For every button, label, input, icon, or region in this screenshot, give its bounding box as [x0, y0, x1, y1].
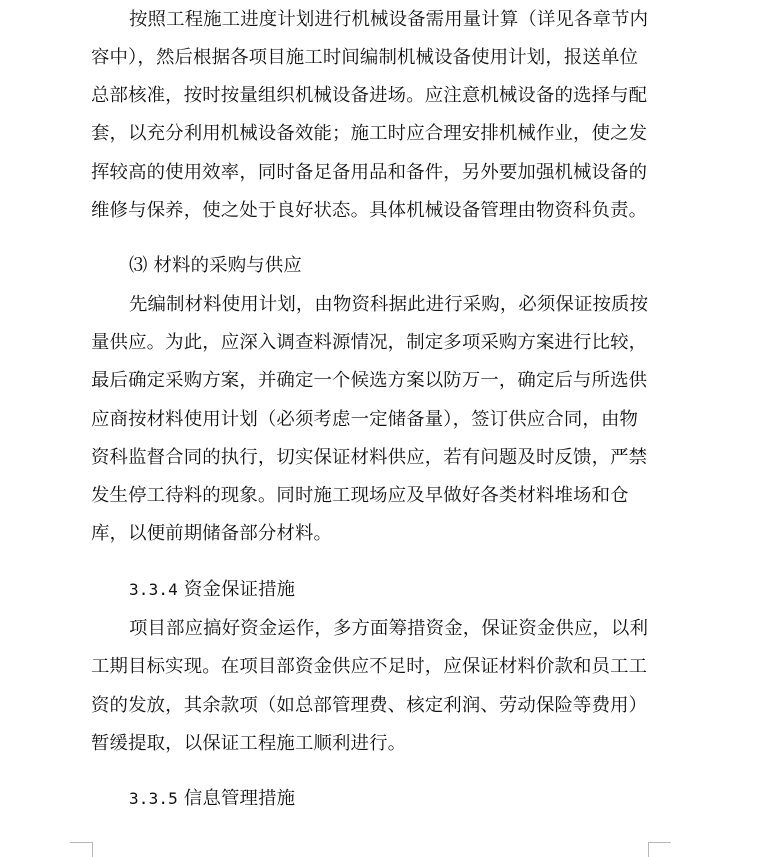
paragraph-line: 总部核准，按时按量组织机械设备进场。应注意机械设备的选择与配 — [91, 85, 648, 106]
paragraph-line: 最后确定采购方案，并确定一个候选方案以防万一，确定后与所选供 — [91, 370, 648, 391]
paragraph-line: 应商按材料使用计划（必须考虑一定储备量），签订供应合同，由物 — [91, 409, 639, 430]
paragraph-line: 发生停工待料的现象。同时施工现场应及早做好各类材料堆场和仓 — [91, 485, 629, 506]
page-corner-mark-right — [648, 842, 671, 857]
paragraph-line: 库，以便前期储备部分材料。 — [91, 523, 333, 544]
subheading-materials: ⑶ 材料的采购与供应 — [129, 255, 302, 276]
paragraph-line: 套，以充分利用机械设备效能；施工时应合理安排机械作业，使之发 — [91, 123, 648, 144]
paragraph-line: 按照工程施工进度计划进行机械设备需用量计算（详见各章节内 — [129, 9, 649, 30]
paragraph-line: 工期目标实现。在项目部资金供应不足时，应保证材料价款和员工工 — [91, 656, 648, 677]
section-number: 3.3.5 — [129, 789, 178, 808]
section-number: 3.3.4 — [129, 580, 178, 599]
section-heading-334 — [129, 575, 295, 605]
section-title: 资金保证措施 — [183, 579, 296, 600]
section-title: 信息管理措施 — [183, 788, 296, 809]
paragraph-line: 维修与保养，使之处于良好状态。具体机械设备管理由物资科负责。 — [91, 200, 648, 221]
paragraph-line: 容中），然后根据各项目施工时间编制机械设备使用计划，报送单位 — [91, 47, 639, 68]
paragraph-line: 项目部应搞好资金运作，多方面筹措资金，保证资金供应，以利 — [129, 618, 649, 639]
paragraph-line: 量供应。为此，应深入调查料源情况，制定多项采购方案进行比较， — [91, 332, 648, 353]
section-heading-335 — [129, 784, 295, 814]
paragraph-line: 资的发放，其余款项（如总部管理费、核定利润、劳动保险等费用） — [91, 695, 648, 716]
paragraph-line: 资科监督合同的执行，切实保证材料供应，若有问题及时反馈，严禁 — [91, 447, 648, 468]
paragraph-line: 暂缓提取，以保证工程施工顺利进行。 — [91, 733, 407, 754]
paragraph-line: 挥较高的使用效率，同时备足备用品和备件，另外要加强机械设备的 — [91, 162, 648, 183]
paragraph-line: 先编制材料使用计划，由物资科据此进行采购，必须保证按质按 — [129, 294, 649, 315]
page-corner-mark-left — [70, 842, 93, 857]
